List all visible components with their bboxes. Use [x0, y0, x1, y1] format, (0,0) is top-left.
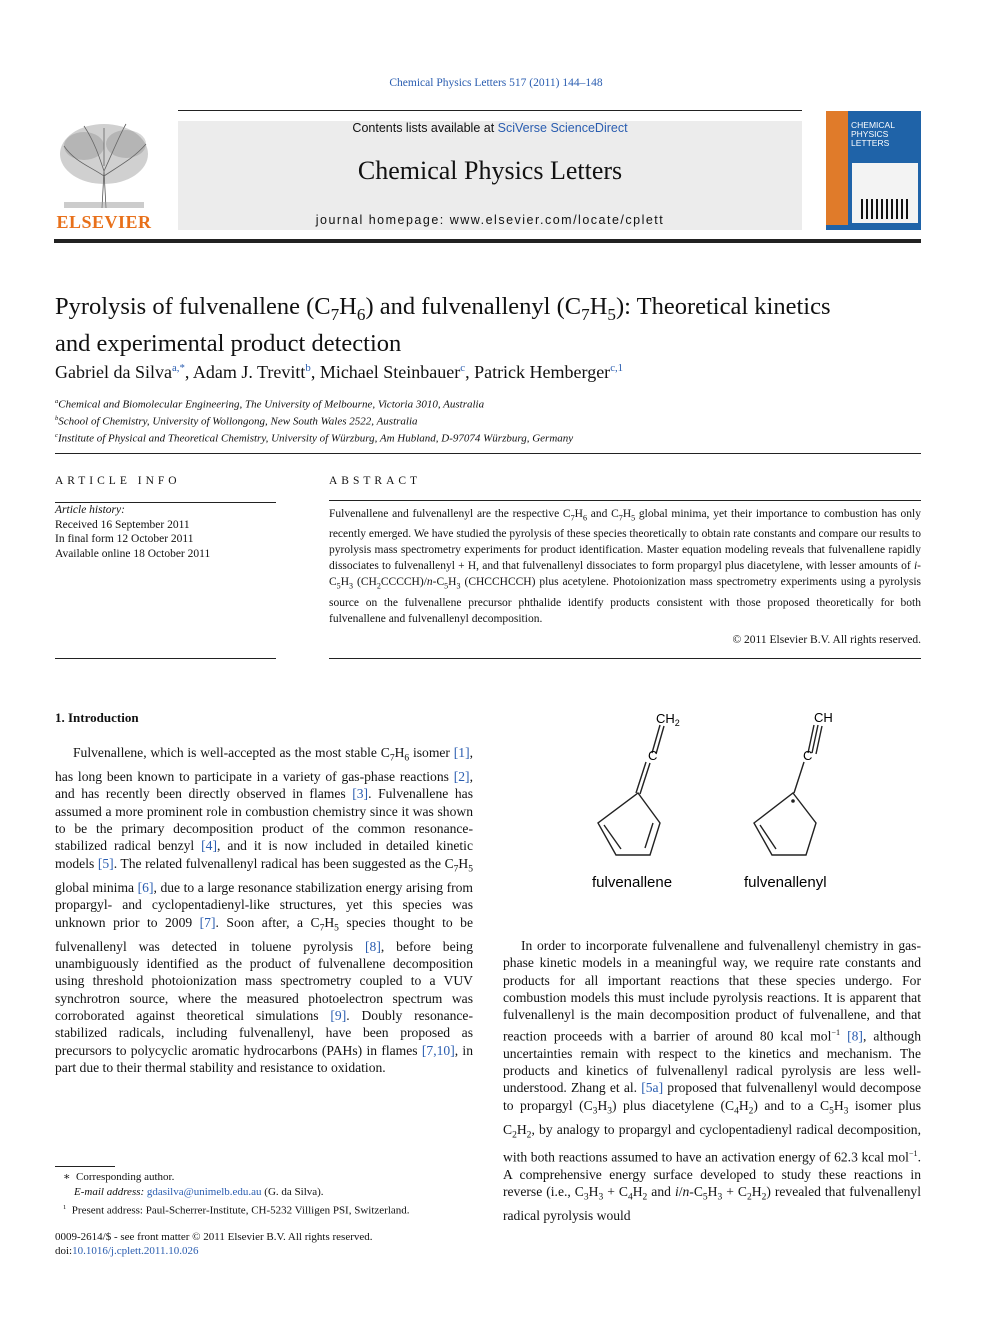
author-affil-mark[interactable]: c,1	[610, 362, 624, 374]
footnote-rule	[55, 1166, 115, 1167]
journal-cover	[826, 111, 921, 230]
fulvenallenyl-structure	[754, 725, 822, 855]
footnote-corresponding: ∗ Corresponding author.	[63, 1171, 175, 1183]
affiliation: $^b$School of Chemistry, University of Wollongong, New South Wales 2522, Australia	[55, 415, 418, 428]
radical-dot	[791, 799, 795, 803]
author-name[interactable]: Adam J. Trevitt	[192, 362, 306, 382]
article-history: Article history: Received 16 September 2011 In final form 12 October 2011 Available online 18 October 2011	[55, 504, 211, 560]
journal-title: Chemical Physics Letters	[357, 156, 623, 185]
publisher-name: ELSEVIER	[56, 212, 152, 232]
fulvenallenyl-label: fulvenallenyl	[744, 874, 827, 891]
abstract-rule	[329, 500, 921, 501]
intro-paragraph: Fulvenallene, which is well-accepted as the most stable $C_7H_6$ isomer [1], has long been known to participate in a variety of gas-phase reactions [2], and has recently been directly observed in flames [3]. Fulvenallene has assumed a more prominent role in combustion chemistry since it was shown to be the primary decomposition product of the common resonance-stabilized radical benzyl [4], and it is now included in detailed kinetic models [5]. The related fulvenallenyl radical has been suggested as the $C_7H_5$ global minima [6], due to a large resonance stabilization energy arising from propargyl- and cyclopentadienyl-like structures, yet this species was unknown prior to 2009 [7]. Soon after, a $C_7H_5$ species thought to be fulvenallenyl was detected in toluene pyrolysis [8], before being unambiguously identified as the product of fulvenallene decomposition using threshold photoionization mass spectrometry coupled to a VUV synchrotron source, where the measured photoelectron spectrum was corroborated against theoretical simulations [9]. Doubly resonance-stabilized radicals, including fulvenallenyl, have been proposed as precursors to polycyclic aromatic hydrocarbons (PAHs) in flames [7,10], in part due to their thermal stability and resistance to oxidation.	[55, 745, 474, 1075]
doi-link[interactable]: 10.1016/j.cplett.2011.10.026	[72, 1245, 199, 1257]
footnotes	[55, 1170, 473, 1219]
email-link[interactable]: gdasilva@unimelb.edu.au	[146, 1186, 262, 1198]
footnote-email: E-mail address: gdasilva@unimelb.edu.au (G. da Silva).	[74, 1186, 324, 1198]
author-name[interactable]: Gabriel da Silva	[55, 362, 172, 382]
article-title: Pyrolysis of fulvenallene $(C_7H_6)$ and fulvenallenyl $(C_7H_5)$: Theoretical kinetics and experimental product detection	[55, 293, 831, 357]
contents-line: Contents lists available at SciVerse ScienceDirect	[352, 121, 628, 135]
fulvenallene-ring	[598, 793, 660, 855]
info-bottom-rule	[55, 658, 276, 659]
carbon-label: C	[803, 748, 813, 763]
article-info-heading: ARTICLE INFO	[55, 475, 181, 487]
intro-paragraph: In order to incorporate fulvenallene and fulvenallenyl chemistry in gas-phase kinetic models in a meaningful way, we require rate constants and products for all important reactions that these species undergo. For combustion models this must include pyrolysis reactions. It is apparent that fulvenallenyl is the main decomposition product of fulvenallene, and that reaction proceeds with a barrier of around 80 kcal mol$^{-1}$ [8], although uncertainties remain with respect to the kinetics and mechanism. The products and kinetics of fulvenallenyl radical pyrolysis are less well-understood. Zhang et al. [5a] proposed that fulvenallenyl would decompose to propargyl $(C_3H_3)$ plus diacetylene $(C_4H_2)$ and to a $C_5H_3$ isomer plus $C_2H_2$, by analogy to propargyl and cyclopentadienyl radical decomposition, with both reactions assumed to have an activation energy of 62.3 kcal mol$^{-1}$. A comprehensive energy surface developed to study these reactions in reverse (i.e., $C_3H_3 + C_4H_2$ and $i/n-C_5H_3 + C_2H_2$) revealed that fulvenallenyl radical pyrolysis would	[503, 938, 922, 1224]
affiliation: $^c$Institute of Physical and Theoretical Chemistry, University of Würzburg, Am Hubland, D-97074 Würzburg, Germany	[55, 432, 574, 445]
ch2-label: $CH_2$	[656, 711, 680, 728]
journal-reference[interactable]: Chemical Physics Letters 517 (2011) 144–148	[389, 77, 603, 89]
carbon-label: C	[648, 748, 658, 763]
abstract-bottom-rule	[329, 658, 921, 659]
author-list: Gabriel da Silva$^{a,*}$, Adam J. Trevitt$^b$, Michael Steinbauer$^c$, Patrick Hemberger$^{c,1}$	[55, 362, 624, 382]
section-heading: 1. Introduction	[55, 710, 139, 725]
molecule-figure	[560, 705, 880, 900]
author-affil-mark[interactable]: a,*	[171, 362, 185, 374]
sciencedirect-link[interactable]: SciVerse ScienceDirect	[497, 121, 628, 135]
footnote-present-address: $^1$ Present address: Paul-Scherrer-Institute, CH-5232 Villigen PSI, Switzerland.	[63, 1204, 410, 1217]
abstract-heading: ABSTRACT	[329, 475, 422, 487]
header-bottom-rule	[54, 239, 921, 243]
author-name[interactable]: Patrick Hemberger	[474, 362, 611, 382]
affiliations	[55, 395, 573, 446]
doi: doi:10.1016/j.cplett.2011.10.026	[55, 1245, 199, 1257]
ch-label: CH	[814, 710, 833, 725]
journal-homepage[interactable]: journal homepage: www.elsevier.com/locate/cplett	[315, 213, 665, 227]
fulvenallene-label: fulvenallene	[592, 874, 673, 891]
copyright: © 2011 Elsevier B.V. All rights reserved.	[732, 634, 921, 646]
affiliation: $^a$Chemical and Biomolecular Engineering, The University of Melbourne, Victoria 3010, Australia	[55, 398, 485, 411]
info-top-rule	[55, 453, 921, 454]
author-affil-mark[interactable]: c	[460, 362, 466, 374]
author-name[interactable]: Michael Steinbauer	[319, 362, 461, 382]
cover-art	[826, 111, 921, 230]
fulvenallene-structure	[598, 725, 664, 855]
front-matter: 0009-2614/$ - see front matter © 2011 Elsevier B.V. All rights reserved. doi:10.1016/j.cplett.2011.10.026	[55, 1231, 373, 1257]
author-affil-mark[interactable]: b	[305, 362, 311, 374]
fulvenallenyl-ring	[754, 793, 816, 855]
abstract-text: Fulvenallene and fulvenallenyl are the respective $C_7H_6$ and $C_7H_5$ global minima, yet their importance to combustion has only recently emerged. We have studied the pyrolysis of these species theoretically to obtain rate constants and compare our results to pyrolysis mass spectrometry experiments for product identification. Master equation modeling reveals that fulvenallene rapidly dissociates to fulvenallenyl + H, and that fulvenallenyl dissociates to form propargyl plus diacetylene, with lesser amounts of $i-C_5H_3$ $(CH_2CCCCH)/n-C_5H_3$ (CHCCHCCH) plus acetylene. Photoionization mass spectrometry experiments using a pyrolysis source on the fulvenallene precursor phthalide identify products consistent with those proposed theoretically for both fulvenallene and fulvenallenyl decomposition.	[329, 508, 921, 625]
header-top-rule	[178, 110, 802, 111]
cover-title: CHEMICAL PHYSICS LETTERS	[851, 120, 895, 148]
